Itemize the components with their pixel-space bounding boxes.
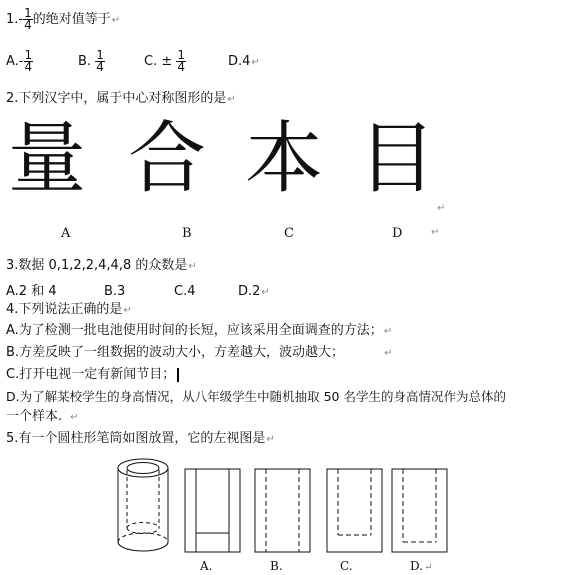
q5-label-c: C.	[340, 559, 353, 573]
q1-option-a-num: 1	[24, 48, 33, 62]
q5-label-b: B.	[270, 559, 283, 573]
q1-option-a-fraction	[24, 50, 34, 73]
q1-stem	[6, 4, 120, 36]
q4-option-d-text-2: 一个样本.	[6, 409, 63, 424]
q1-option-c	[144, 46, 186, 78]
q2-label-c: C	[284, 226, 294, 241]
paragraph-mark: ↵	[437, 203, 446, 214]
q5-view-a	[185, 469, 240, 552]
q4-option-c	[6, 366, 179, 384]
q2-char-b: 合	[128, 114, 207, 204]
q1-option-c-num: 1	[177, 48, 186, 62]
q5-stem-text: 5.有一个圆柱形笔筒如图放置，它的左视图是	[6, 431, 266, 446]
q2-char-a: 量	[8, 114, 87, 204]
q1-option-b-fraction	[95, 50, 105, 73]
q4-stem	[6, 301, 132, 320]
q2-label-a: A	[61, 226, 71, 241]
paragraph-mark: ↵	[111, 15, 121, 26]
paragraph-mark: ↵	[227, 94, 236, 105]
text-cursor	[177, 368, 179, 382]
q4-option-d-line1	[6, 388, 506, 406]
q3-option-d-text: D.2	[238, 284, 261, 299]
q3-option-b: B.3	[104, 284, 126, 299]
paragraph-mark: ↵	[188, 261, 197, 272]
q4-option-a-text: A.为了检测一批电池使用时间的长短，应该采用全面调查的方法；	[6, 323, 383, 338]
q1-option-c-sign: ±	[161, 54, 173, 69]
paragraph-mark: ↵	[266, 434, 275, 445]
q3-stem-text: 3.数据 0,1,2,2,4,4,8 的众数是	[6, 258, 188, 273]
q2-stem-text: 2.下列汉字中，属于中心对称图形的是	[6, 91, 227, 106]
q1-option-a-den: 4	[24, 60, 33, 74]
q5-view-c	[327, 469, 382, 552]
paragraph-mark: ↵	[70, 412, 79, 423]
q1-option-d-text: D.4	[228, 54, 251, 69]
q4-option-d-line2	[6, 408, 79, 427]
paragraph-mark: ↵	[431, 227, 440, 238]
q1-fraction-den: 4	[24, 18, 32, 32]
q1-number: 1.	[6, 12, 19, 27]
q1-option-b-label: B.	[78, 54, 92, 69]
q4-option-d-text-1: D.为了解某校学生的身高情况，从八年级学生中随机抽取 50 名学生的身高情况作为总体的	[6, 389, 506, 404]
q3-option-d	[238, 283, 270, 302]
q5-label-a: A.	[200, 559, 213, 573]
paragraph-mark: ↵	[123, 305, 132, 316]
q2-label-d: D	[392, 226, 403, 241]
q5-view-b	[255, 469, 310, 552]
q5-label-d	[410, 559, 432, 573]
q3-option-c: C.4	[174, 284, 196, 299]
q1-option-b-num: 1	[96, 48, 104, 62]
q1-option-a-sign: -	[18, 54, 24, 69]
q1-option-b	[78, 46, 105, 78]
q4-option-b	[6, 344, 392, 363]
paragraph-mark: ↵	[424, 562, 433, 573]
q3-stem	[6, 257, 197, 276]
q5-figure	[110, 452, 450, 575]
paragraph-mark: ↵	[251, 57, 260, 68]
q5-label-d-text: D.	[410, 559, 424, 573]
q4-option-c-text: C.打开电视一定有新闻节目；	[6, 367, 176, 382]
q1-option-c-fraction	[176, 50, 186, 73]
q1-option-d	[228, 46, 260, 79]
q5-view-d	[392, 469, 447, 552]
q1-option-c-label: C.	[144, 54, 158, 69]
q1-options	[6, 46, 556, 78]
q2-label-b: B	[182, 226, 192, 241]
q2-char-d: 目	[358, 114, 437, 204]
q5-stem	[6, 430, 275, 449]
q1-fraction-num: 1	[24, 6, 32, 20]
q2-stem	[6, 90, 236, 109]
q1-minus: -	[18, 12, 24, 27]
q3-option-a: A.2 和 4	[6, 284, 57, 299]
q1-option-a-label: A.	[6, 54, 19, 69]
pen-holder-cylinder	[118, 459, 168, 551]
q1-option-a	[6, 46, 33, 78]
q2-char-c: 本	[245, 114, 324, 204]
q1-option-b-den: 4	[96, 60, 104, 74]
q1-fraction	[23, 8, 33, 31]
q4-stem-text: 4.下列说法正确的是	[6, 302, 123, 317]
q4-option-a	[6, 322, 392, 341]
paragraph-mark: ↵	[383, 326, 393, 337]
q1-option-c-den: 4	[177, 60, 186, 74]
paragraph-mark: ↵	[384, 348, 393, 359]
paragraph-mark: ↵	[261, 287, 270, 298]
q4-option-b-text: B.方差反映了一组数据的波动大小，方差越大，波动越大；	[6, 345, 345, 360]
q1-stem-text: 的绝对值等于	[32, 12, 111, 27]
